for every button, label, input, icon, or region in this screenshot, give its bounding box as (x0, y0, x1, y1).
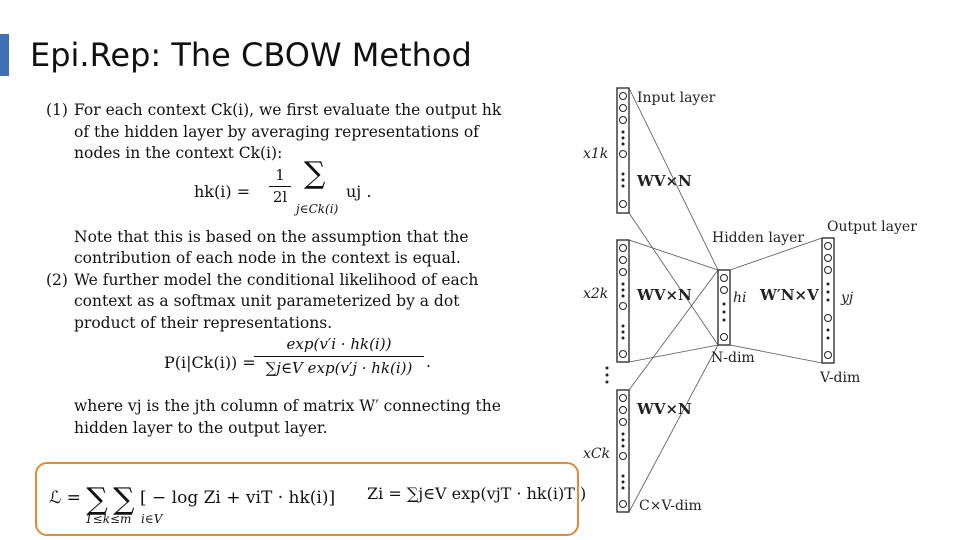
softmax-equation (74, 334, 516, 396)
loss-sum-2: ∑ (113, 482, 135, 517)
hi-label: hi (733, 290, 747, 306)
step-1-text: For each context Ck(i), we first evaluate the output hk of the hidden layer by averaging representations of nodes in the context Ck(i): (74, 101, 502, 162)
output-layer-label: Output layer (827, 219, 917, 235)
title-accent-bar (0, 34, 9, 76)
equation-tail: uj . (346, 181, 372, 201)
hidden-average-equation (74, 155, 516, 227)
x1k-label: x1k (583, 146, 609, 162)
weight-label-1: WV×N (637, 172, 692, 190)
yj-label: yj (841, 290, 854, 306)
v-dim-label: V-dim (820, 370, 861, 386)
step-1-note: Note that this is based on the assumption that the contribution of each node in the context is equal. (74, 227, 469, 267)
softmax-numerator: exp(v′i · hk(i)) (254, 334, 424, 357)
loss-sum-2-subscript: i∈V (141, 512, 163, 526)
loss-function-box (35, 462, 587, 536)
softmax-end: . (426, 353, 431, 371)
step-2 (46, 270, 516, 440)
step-1-number: (1) (46, 101, 68, 119)
step-2-text: We further model the conditional likelihood of each context as a softmax unit parameterized by a dot product of their representations. (74, 270, 479, 332)
equation-lhs: hk(i) = (194, 181, 251, 201)
output-weight-label: W′N×V (760, 286, 819, 304)
method-description (46, 100, 516, 439)
cbow-network-diagram (575, 80, 955, 540)
xck-label: xCk (583, 446, 611, 462)
slide-title: Epi.Rep: The CBOW Method (30, 36, 472, 74)
weight-label-3: WV×N (637, 400, 692, 418)
step-1 (46, 100, 516, 270)
loss-sum-1: ∑ (86, 482, 108, 517)
loss-body: [ − log Zi + viT · hk(i)] (139, 488, 336, 508)
sum-subscript: j∈Ck(i) (296, 201, 339, 216)
cv-dim-label: C×V-dim (639, 498, 702, 514)
input-layer-label: Input layer (637, 90, 716, 106)
equation-fraction (269, 165, 291, 209)
softmax-denominator: ∑j∈V exp(v′j · hk(i)) (265, 359, 413, 377)
hidden-layer-label: Hidden layer (712, 230, 805, 246)
loss-lhs: ℒ = (49, 488, 81, 508)
network-svg (575, 80, 955, 540)
x2k-label: x2k (583, 286, 609, 302)
weight-label-2: WV×N (637, 286, 692, 304)
step-2-number: (2) (46, 270, 68, 289)
step-2-where: where vj is the jth column of matrix W′ connecting the hidden layer to the output layer. (74, 397, 501, 437)
n-dim-label: N-dim (711, 350, 755, 366)
sum-symbol: ∑ (304, 155, 326, 191)
fraction-denominator: 2l (272, 188, 288, 206)
normalizer-equation: Zi = ∑j∈V exp(vjT · hk(i)T ) (367, 484, 587, 503)
softmax-lhs: P(i|Ck(i)) = (164, 353, 256, 372)
fraction-numerator: 1 (269, 165, 291, 188)
loss-sum-1-subscript: 1≤k≤m (85, 512, 132, 526)
